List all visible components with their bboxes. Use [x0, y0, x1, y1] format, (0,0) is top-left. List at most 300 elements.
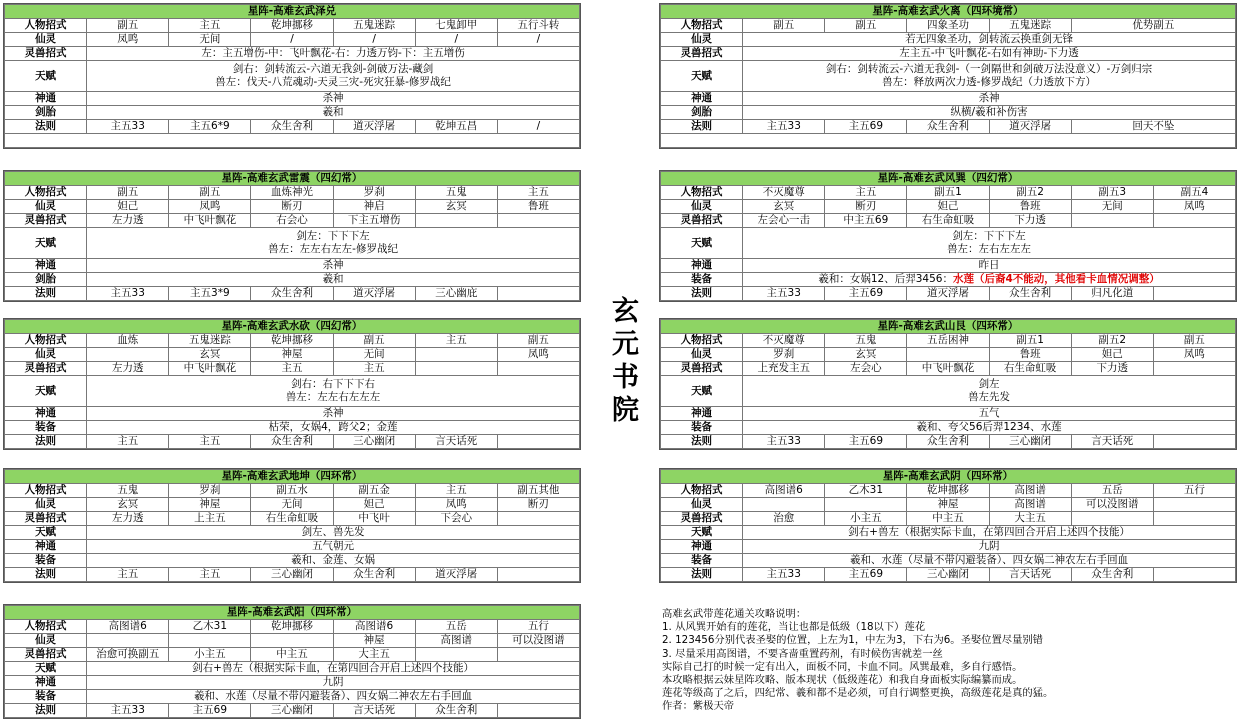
row-value	[87, 106, 580, 120]
row-value: 主五33	[87, 287, 169, 301]
row-label: 人物招式	[5, 334, 87, 348]
row-value: 下主五增伤	[333, 214, 415, 228]
row-label: 灵兽招式	[661, 512, 743, 526]
row-value: 下会心	[415, 512, 497, 526]
table-row	[5, 676, 580, 690]
table-row	[5, 362, 580, 376]
row-label: 法则	[661, 435, 743, 449]
row-value: 左会心一击	[743, 214, 825, 228]
table-row	[661, 568, 1236, 582]
table-row	[5, 407, 580, 421]
row-text: 羲和：女娲12、后羿3456：	[818, 273, 953, 285]
note-line: 莲花等级高了之后，四纪常、羲和都不是必须，可自行调整更换，高级莲花是真的猛。	[662, 687, 1054, 700]
row-value	[497, 214, 579, 228]
row-value: 无间	[333, 348, 415, 362]
row-value: 神屋	[907, 498, 989, 512]
row-value	[497, 512, 579, 526]
row-label: 灵兽招式	[661, 47, 743, 61]
row-label: 天赋	[5, 228, 87, 259]
row-value: 五岳困神	[907, 334, 989, 348]
table-row	[5, 554, 580, 568]
row-label: 天赋	[661, 228, 743, 259]
row-value: 乾坤挪移	[907, 484, 989, 498]
row-label: 灵兽招式	[5, 362, 87, 376]
center-title	[604, 296, 638, 428]
row-value: 道灭浮屠	[333, 287, 415, 301]
row-label: 装备	[5, 554, 87, 568]
row-label: 法则	[5, 287, 87, 301]
note-line: 2. 123456分别代表圣娶的位置，上左为1，中左为3，下右为6。圣娶位置尽量别错	[662, 634, 1043, 647]
row-value: 断刃	[497, 498, 579, 512]
row-text: 五气朝元	[312, 540, 355, 552]
row-value: 众生舍利	[251, 120, 333, 134]
row-text: 羲和	[322, 106, 344, 118]
row-text: 枯荣，女娲4，跨父2；金莲	[268, 421, 398, 433]
row-value: 主五	[415, 484, 497, 498]
row-value: 不灭魔尊	[743, 186, 825, 200]
table-row	[5, 648, 580, 662]
row-text: 杀神	[322, 92, 344, 104]
row-value: 众生舍利	[251, 435, 333, 449]
row-value: 副五2	[1071, 334, 1153, 348]
row-value	[743, 106, 1236, 120]
row-value: 罗刹	[743, 348, 825, 362]
row-value: 主五	[87, 435, 169, 449]
row-value: 鲁班	[989, 200, 1071, 214]
row-label: 仙灵	[5, 33, 87, 47]
table-row	[661, 61, 1236, 92]
row-value: 左会心	[825, 362, 907, 376]
row-value: 治愈可换副五	[87, 648, 169, 662]
row-label: 灵兽招式	[5, 648, 87, 662]
strategy-panel	[3, 318, 581, 450]
row-value: 五岳	[415, 620, 497, 634]
row-line: 剑右：剑转流云-六道无我剑-（一剑隔世和剑破万法没意义）-万剑归宗	[825, 63, 1153, 75]
row-value	[87, 376, 580, 407]
row-value: 言天话死	[415, 435, 497, 449]
row-value: 小主五	[825, 512, 907, 526]
row-label: 法则	[5, 120, 87, 134]
row-value: 主五33	[743, 120, 825, 134]
row-value: 妲己	[87, 200, 169, 214]
row-text: 剑右+兽左（根据实际卡血，在第四回合开启上述四个技能）	[848, 526, 1130, 538]
row-value: 四象圣功	[907, 19, 989, 33]
row-value: 副五4	[1153, 186, 1235, 200]
row-value: 三心幽闭	[251, 704, 333, 718]
row-value	[87, 690, 580, 704]
row-value: 罗刹	[169, 484, 251, 498]
row-value: 众生舍利	[333, 568, 415, 582]
row-text: 左：主五增伤-中：飞叶飘花-右：力透万钧-下：主五增伤	[201, 47, 465, 59]
row-value: 副五1	[907, 186, 989, 200]
row-value: 众生舍利	[907, 120, 989, 134]
table-row	[5, 568, 580, 582]
row-value	[907, 348, 989, 362]
row-value	[87, 273, 580, 287]
row-label: 装备	[661, 273, 743, 287]
row-text: 羲和、水莲（尽量不带闪避装备）、四女娲二神农左右手回血	[193, 690, 473, 702]
row-label: 灵兽招式	[5, 214, 87, 228]
table-row	[661, 407, 1236, 421]
row-value	[743, 259, 1236, 273]
row-line: 兽左先发	[968, 391, 1011, 403]
row-value: 众生舍利	[251, 287, 333, 301]
row-value: 右生命虹吸	[907, 214, 989, 228]
table-row	[5, 512, 580, 526]
table-row	[5, 134, 580, 148]
row-label: 灵兽招式	[5, 512, 87, 526]
row-label: 灵兽招式	[661, 362, 743, 376]
row-value: 五岳	[1071, 484, 1153, 498]
row-label: 神通	[5, 259, 87, 273]
row-text: 五气	[978, 407, 1000, 419]
row-label: 法则	[661, 287, 743, 301]
row-value: 主五3*9	[169, 287, 251, 301]
table-row	[661, 512, 1236, 526]
row-label: 装备	[5, 421, 87, 435]
row-value: 中飞叶飘花	[169, 362, 251, 376]
row-value	[169, 634, 251, 648]
table-row	[5, 19, 580, 33]
table-row	[661, 554, 1236, 568]
row-value: 众生舍利	[907, 435, 989, 449]
table-row	[5, 376, 580, 407]
row-value: 言天话死	[1071, 435, 1153, 449]
row-value	[497, 648, 579, 662]
row-value: 乙木31	[169, 620, 251, 634]
strategy-panel	[659, 468, 1237, 583]
row-label: 人物招式	[661, 19, 743, 33]
row-value: 五鬼迷踪	[169, 334, 251, 348]
row-value: 三心幽闭	[989, 435, 1071, 449]
row-line: 剑左：下下下左	[952, 230, 1026, 242]
row-value	[1071, 214, 1153, 228]
note-line: 作者：紫极天帝	[662, 700, 735, 713]
row-value	[87, 421, 580, 435]
row-value: 神屋	[251, 348, 333, 362]
row-label: 天赋	[661, 526, 743, 540]
row-value: 玄冥	[743, 200, 825, 214]
strategy-panel	[659, 318, 1237, 450]
table-row	[5, 273, 580, 287]
table-row	[5, 92, 580, 106]
row-value: 主五	[251, 362, 333, 376]
row-label: 天赋	[5, 376, 87, 407]
row-value: 中主五	[251, 648, 333, 662]
row-line: 兽左：伐天-八荒魂动-天灵三灾-死灾狂暴-修罗战纪	[215, 76, 451, 88]
note-line: 实际自己打的时候一定有出入，面板不同，卡血不同。风巽最难，多自行感悟。	[662, 660, 1023, 673]
row-value: 副五	[1153, 334, 1235, 348]
row-value: 主五6*9	[169, 120, 251, 134]
row-value: 乾坤挪移	[251, 620, 333, 634]
table-row	[5, 186, 580, 200]
row-value: 回天不坠	[1071, 120, 1235, 134]
row-text: 若无四象圣功，剑转流云换重剑无锋	[905, 33, 1074, 45]
row-value: 中飞叶飘花	[907, 362, 989, 376]
row-value	[497, 362, 579, 376]
row-value: 主五69	[825, 435, 907, 449]
row-label: 剑胎	[5, 273, 87, 287]
table-row	[661, 92, 1236, 106]
row-value: 凤鸣	[87, 33, 169, 47]
row-value: 五鬼	[87, 484, 169, 498]
panel-title: 星阵-高难玄武火离（四环境常）	[661, 5, 1236, 19]
row-value: 副五水	[251, 484, 333, 498]
row-value	[87, 554, 580, 568]
row-value: 乾坤五昌	[415, 120, 497, 134]
row-text: 左主五-中飞叶飘花-右如有神助-下力透	[899, 47, 1079, 59]
row-label: 神通	[5, 676, 87, 690]
row-value: 五鬼迷踪	[989, 19, 1071, 33]
row-value	[497, 704, 579, 718]
row-label: 人物招式	[5, 620, 87, 634]
row-label: 剑胎	[661, 106, 743, 120]
row-value: 副五	[333, 334, 415, 348]
row-value: 主五	[497, 186, 579, 200]
row-value	[1153, 568, 1235, 582]
table-row	[661, 540, 1236, 554]
row-value	[497, 568, 579, 582]
row-value	[743, 407, 1236, 421]
row-text: 九阴	[322, 676, 344, 688]
panel-title: 星阵-高难玄武地坤（四环常）	[5, 470, 580, 484]
row-label: 仙灵	[5, 200, 87, 214]
row-value: 可以没图谱	[497, 634, 579, 648]
row-value: 副五2	[989, 186, 1071, 200]
row-value	[87, 228, 580, 259]
row-value: 玄冥	[825, 348, 907, 362]
row-value	[743, 554, 1236, 568]
row-value: 主五33	[743, 568, 825, 582]
row-value	[415, 648, 497, 662]
row-value	[497, 287, 579, 301]
row-label: 仙灵	[661, 348, 743, 362]
table-row	[661, 259, 1236, 273]
table-row	[5, 662, 580, 676]
row-value	[1153, 287, 1235, 301]
row-value: 左力透	[87, 512, 169, 526]
row-value: 言天话死	[333, 704, 415, 718]
row-value: 主五69	[825, 568, 907, 582]
row-label: 装备	[5, 690, 87, 704]
table-row	[661, 134, 1236, 148]
row-value: 道灭浮屠	[989, 120, 1071, 134]
row-value	[743, 47, 1236, 61]
row-value: 副五	[743, 19, 825, 33]
table-row	[5, 435, 580, 449]
row-value: 凤鸣	[497, 348, 579, 362]
row-value: 妲己	[1071, 348, 1153, 362]
row-value	[743, 421, 1236, 435]
row-value: 左力透	[87, 362, 169, 376]
row-value	[743, 33, 1236, 47]
row-value	[251, 634, 333, 648]
row-value: 高图谱	[415, 634, 497, 648]
table-row	[5, 526, 580, 540]
row-value: 上充发主五	[743, 362, 825, 376]
row-value	[743, 498, 825, 512]
row-value: 大主五	[333, 648, 415, 662]
row-label: 神通	[5, 407, 87, 421]
table-row	[5, 228, 580, 259]
row-value	[87, 348, 169, 362]
row-label: 神通	[661, 407, 743, 421]
row-value: 众生舍利	[989, 287, 1071, 301]
row-text: 杀神	[978, 92, 1000, 104]
row-value: 七鬼卸甲	[415, 19, 497, 33]
row-value: /	[497, 120, 579, 134]
row-value: 道灭浮屠	[907, 287, 989, 301]
row-value: 道灭浮屠	[415, 568, 497, 582]
row-value: 主五69	[169, 704, 251, 718]
row-value: 主五69	[825, 120, 907, 134]
table-row	[661, 287, 1236, 301]
row-value	[87, 634, 169, 648]
row-label: 神通	[661, 259, 743, 273]
row-line: 剑左	[978, 378, 1000, 390]
row-label: 天赋	[5, 662, 87, 676]
spacer-cell	[661, 134, 1236, 148]
row-label: 神通	[661, 92, 743, 106]
row-label: 仙灵	[661, 33, 743, 47]
table-row	[5, 348, 580, 362]
row-value: 罗刹	[333, 186, 415, 200]
table-row	[661, 526, 1236, 540]
row-value: 中飞叶飘花	[169, 214, 251, 228]
row-value: 道灭浮屠	[333, 120, 415, 134]
row-value: 主五	[169, 435, 251, 449]
row-line: 剑右：右下下下右	[291, 378, 376, 390]
row-value	[87, 61, 580, 92]
row-value: 三心幽闭	[251, 568, 333, 582]
row-value: 主五	[169, 568, 251, 582]
row-value: 高图谱6	[333, 620, 415, 634]
row-value: 鲁班	[989, 348, 1071, 362]
row-value	[497, 435, 579, 449]
row-value	[1153, 214, 1235, 228]
row-value: 治愈	[743, 512, 825, 526]
row-value: 五鬼	[825, 334, 907, 348]
row-value: 无间	[169, 33, 251, 47]
panel-title: 星阵-高难玄武风巽（四幻常）	[661, 172, 1236, 186]
table-row	[661, 106, 1236, 120]
row-label: 法则	[661, 120, 743, 134]
row-label: 人物招式	[661, 334, 743, 348]
row-value: 中飞叶	[333, 512, 415, 526]
row-value: 众生舍利	[1071, 568, 1153, 582]
row-value: 主五33	[743, 435, 825, 449]
row-value: 凤鸣	[169, 200, 251, 214]
row-value: 乾坤挪移	[251, 334, 333, 348]
row-value	[87, 92, 580, 106]
row-value: 大主五	[989, 512, 1071, 526]
table-row	[5, 421, 580, 435]
row-value: 鲁班	[497, 200, 579, 214]
row-text: 昨日	[978, 259, 1000, 271]
row-value	[87, 662, 580, 676]
row-value: /	[333, 33, 415, 47]
row-value: 右生命虹吸	[989, 362, 1071, 376]
row-value: 断刃	[251, 200, 333, 214]
table-row	[5, 690, 580, 704]
row-value	[1153, 362, 1235, 376]
row-text: 九阴	[978, 540, 1000, 552]
row-value: 五行	[497, 620, 579, 634]
row-value	[743, 376, 1236, 407]
row-value	[743, 228, 1236, 259]
table-row	[5, 120, 580, 134]
note-line: 高难玄武带莲花通关攻略说明：	[662, 608, 807, 620]
row-value	[1153, 512, 1235, 526]
row-label: 法则	[661, 568, 743, 582]
table-row	[5, 33, 580, 47]
row-value	[415, 362, 497, 376]
row-value: 众生舍利	[415, 704, 497, 718]
row-value	[1153, 435, 1235, 449]
row-value: 主五33	[87, 120, 169, 134]
note-line: 3. 尽量采用高图谱，不要吝啬重置药剂，有时候伤害就差一丝	[662, 647, 943, 660]
panel-title: 星阵-高难玄武水砍（四幻常）	[5, 320, 580, 334]
panel-title: 星阵-高难玄武泽兑	[5, 5, 580, 19]
table-row	[661, 214, 1236, 228]
row-value: 凤鸣	[415, 498, 497, 512]
row-value: 不灭魔尊	[743, 334, 825, 348]
table-row	[5, 61, 580, 92]
row-label: 仙灵	[5, 634, 87, 648]
row-value: 主五33	[87, 704, 169, 718]
row-label: 天赋	[661, 61, 743, 92]
strategy-panel	[3, 170, 581, 302]
row-label: 人物招式	[661, 186, 743, 200]
spacer-cell	[5, 134, 580, 148]
row-value	[825, 498, 907, 512]
row-value: 优势副五	[1071, 19, 1235, 33]
note-line: 本攻略根据云妹星阵攻略、版本现状（低级莲花）和我自身面板实际编纂而成。	[662, 674, 1023, 687]
row-value: 副五	[825, 19, 907, 33]
table-row	[5, 620, 580, 634]
row-value: 副五	[497, 334, 579, 348]
row-value: 玄冥	[415, 200, 497, 214]
row-value: 凤鸣	[1153, 200, 1235, 214]
row-value	[87, 407, 580, 421]
row-text: 羲和、水莲（尽量不带闪避装备）、四女娲二神农左右手回血	[849, 554, 1129, 566]
center-title-text: 玄元书院	[607, 296, 638, 428]
row-value: 高图谱	[989, 498, 1071, 512]
row-value: 可以没图谱	[1071, 498, 1153, 512]
row-label: 天赋	[661, 376, 743, 407]
table-row	[661, 200, 1236, 214]
row-value: 主五33	[743, 287, 825, 301]
row-value: 中主五	[907, 512, 989, 526]
row-value: 五鬼	[415, 186, 497, 200]
strategy-panel	[3, 604, 581, 719]
table-row	[661, 33, 1236, 47]
row-text: 剑左、兽先发	[301, 526, 365, 538]
row-value	[415, 214, 497, 228]
table-row	[5, 200, 580, 214]
row-value: /	[251, 33, 333, 47]
row-label: 神通	[5, 92, 87, 106]
strategy-panel	[659, 3, 1237, 149]
row-text: 杀神	[322, 407, 344, 419]
row-value: 三心幽闭	[907, 568, 989, 582]
table-row	[661, 498, 1236, 512]
row-value	[1071, 512, 1153, 526]
row-value: 副五金	[333, 484, 415, 498]
row-value: 副五3	[1071, 186, 1153, 200]
strategy-panel	[3, 3, 581, 149]
row-line: 剑右：剑转流云-六道无我剑-剑破万法-藏剑	[232, 63, 434, 75]
